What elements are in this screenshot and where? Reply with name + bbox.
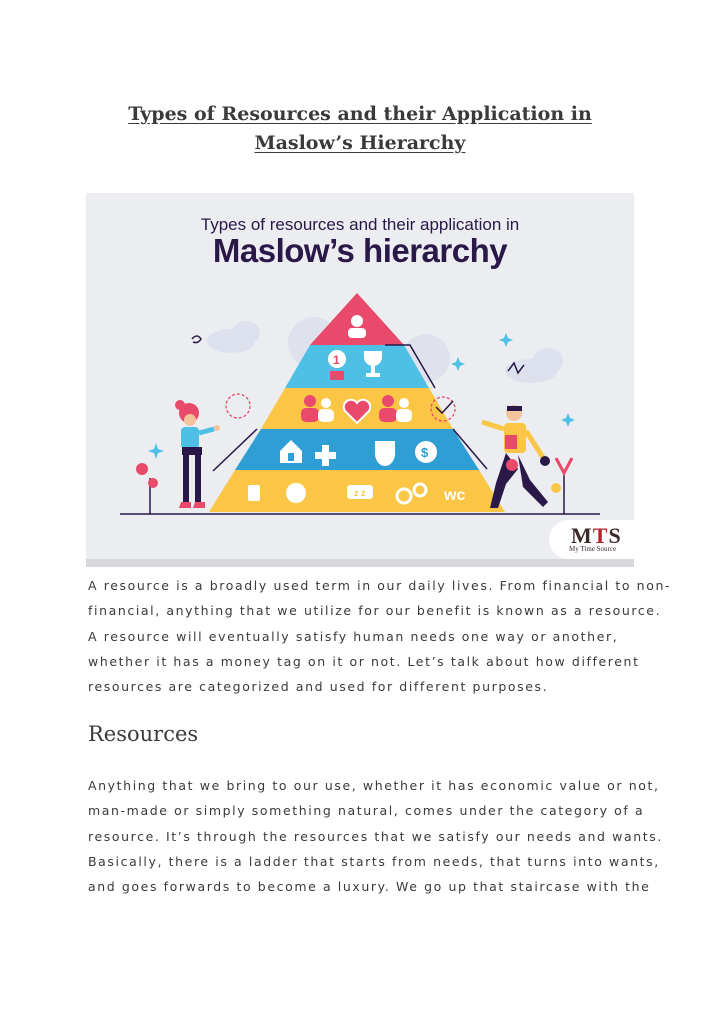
sleep-icon: z z	[354, 488, 366, 498]
intro-line-1: A resource is a broadly used term in our daily lives. From financial to non-	[88, 578, 672, 593]
resources-paragraph	[88, 773, 663, 899]
woman-figure	[175, 400, 220, 508]
brand-logo	[549, 520, 634, 559]
resources-line-4: Basically, there is a ladder that starts from needs, that turns into wants,	[88, 853, 660, 869]
svg-text:$: $	[421, 445, 429, 460]
document-title-line-2: Maslow’s Hierarchy	[254, 132, 466, 154]
document-title-line-1: Types of Resources and their Application in	[128, 103, 592, 125]
resources-line-1: Anything that we bring to our use, whether it has economic value or not,	[88, 778, 660, 793]
resources-line-3: resource. It’s through the resources that we satisfy our needs and wants.	[88, 828, 663, 844]
hero-bottom-strip	[86, 559, 634, 567]
hero-heading-line-2: Maslow’s hierarchy	[212, 232, 508, 269]
dashed-circle	[226, 394, 250, 418]
intro-line-2: financial, anything that we utilize for our benefit is known as a resource.	[88, 603, 662, 619]
intro-paragraph	[88, 573, 672, 699]
pyramid-tier-4	[235, 429, 479, 470]
maslow-pyramid-graphic	[86, 193, 634, 567]
pyramid-tier-2	[285, 345, 429, 388]
left-plant	[136, 463, 158, 514]
svg-text:1: 1	[333, 353, 340, 367]
hero-illustration	[86, 193, 634, 567]
logo-subtitle: My Time Source	[569, 545, 617, 553]
hero-heading-line-1: Types of resources and their application in	[200, 215, 520, 234]
logo-mark: MTS	[571, 523, 622, 548]
resources-line-2: man-made or simply something natural, comes under the category of a	[88, 803, 645, 819]
intro-line-3: A resource will eventually satisfy human needs one way or another,	[88, 628, 619, 644]
glass-icon	[248, 485, 260, 501]
section-heading-resources: Resources	[88, 722, 199, 746]
shield-icon	[375, 441, 395, 466]
resources-line-5: and goes forwards to become a luxury. We go up that staircase with the	[88, 879, 651, 895]
intro-line-5: resources are categorized and used for different purposes.	[88, 679, 549, 695]
toilet-sign: wc	[444, 487, 466, 504]
plate-icon	[286, 483, 306, 503]
right-plant	[551, 458, 572, 514]
intro-line-4: whether it has a money tag on it or not. Let’s talk about how different	[88, 653, 640, 669]
document-title	[0, 100, 720, 158]
swirl-icon	[192, 336, 201, 343]
